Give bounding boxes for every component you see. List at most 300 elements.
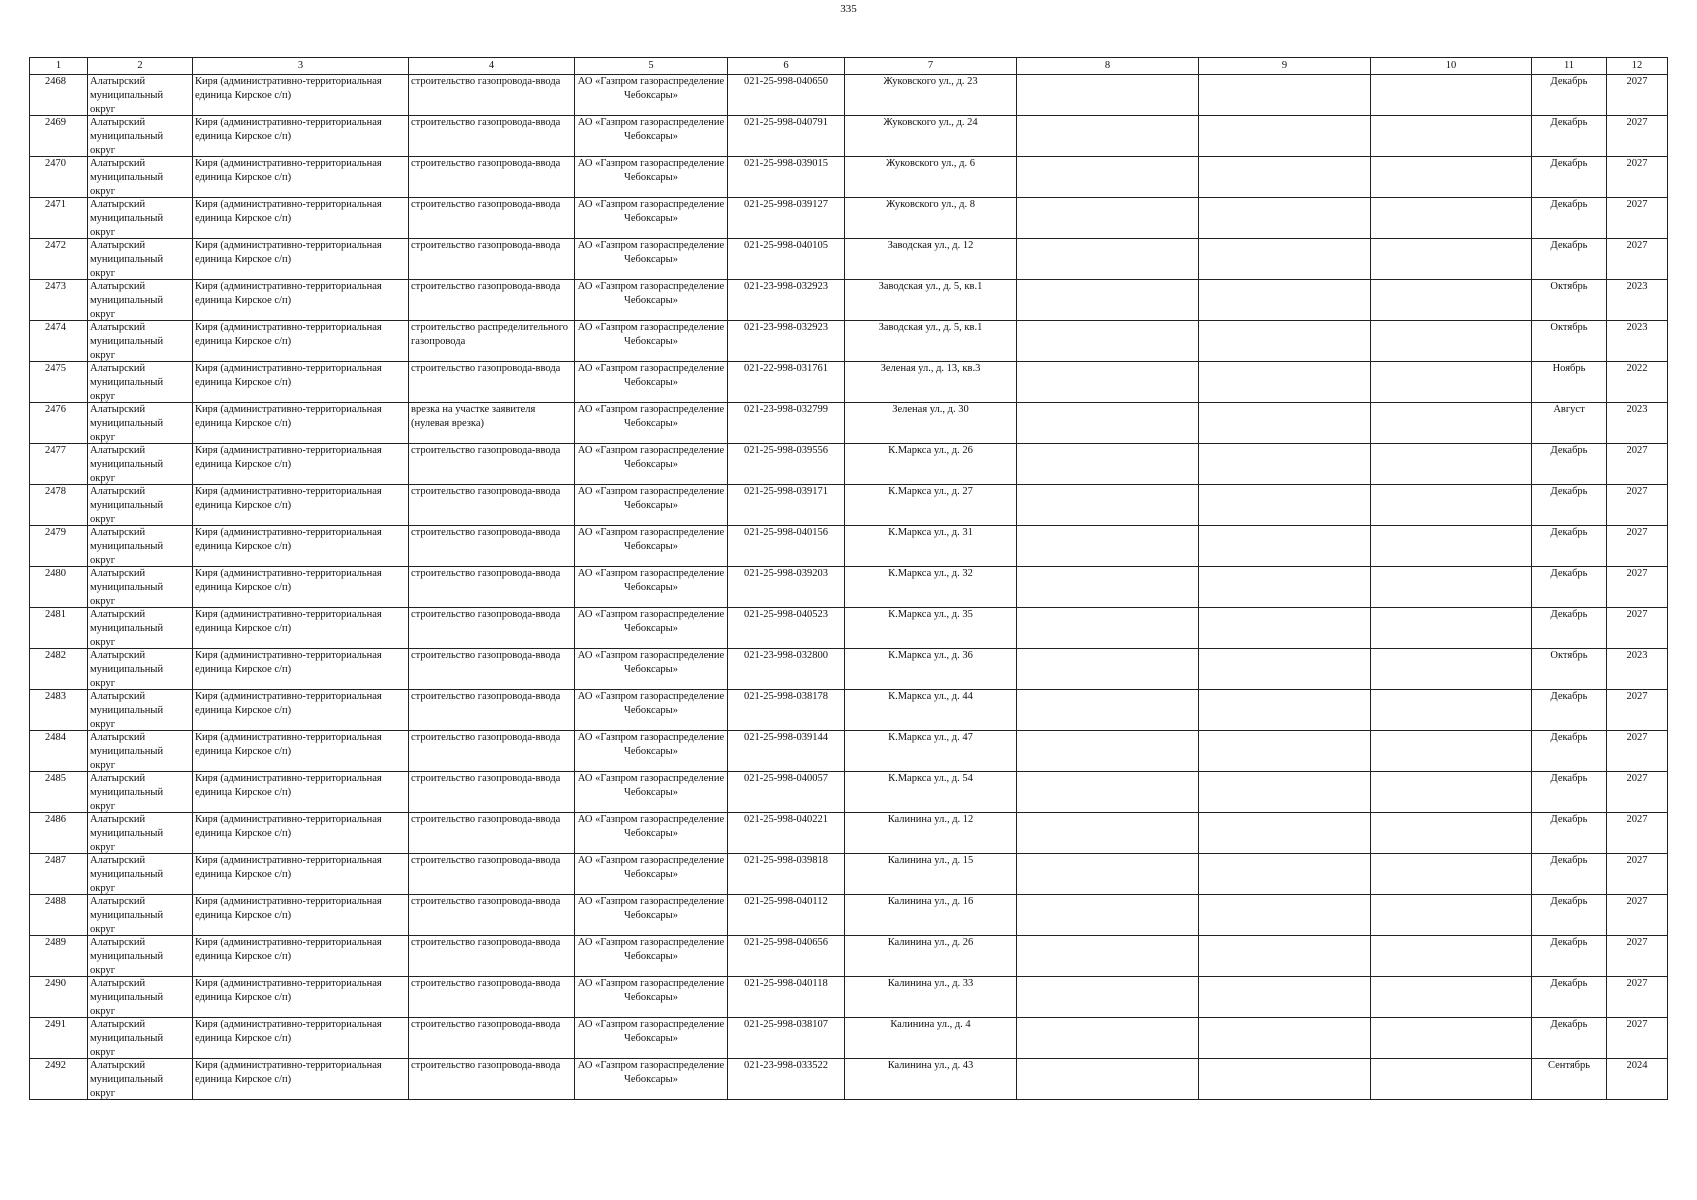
- work-type-cell: [409, 403, 575, 444]
- table-row: [30, 1018, 1668, 1059]
- empty-cell-9: [1199, 75, 1371, 116]
- address-cell: [845, 813, 1017, 854]
- empty-cell-10-text: [1373, 854, 1529, 894]
- year-cell: [1607, 813, 1668, 854]
- month-cell: [1532, 157, 1607, 198]
- empty-cell-10-text: [1373, 116, 1529, 156]
- month-cell: [1532, 1018, 1607, 1059]
- year-cell: [1607, 444, 1668, 485]
- settlement-cell-text: Киря (административно-территориальная единица Кирское с/п): [195, 117, 382, 142]
- application-code-cell-text: 021-25-998-040118: [744, 978, 828, 989]
- year-cell-text: 2027: [1626, 199, 1648, 210]
- empty-cell-8: [1017, 690, 1199, 731]
- empty-cell-9: [1199, 690, 1371, 731]
- year-cell: [1607, 362, 1668, 403]
- row-number-cell: [30, 1059, 88, 1100]
- settlement-cell-text: Киря (административно-территориальная единица Кирское с/п): [195, 896, 382, 921]
- work-type-cell-text: строительство распределительного газопровода: [411, 322, 569, 347]
- row-number-cell-text: 2491: [45, 1019, 66, 1030]
- row-number-cell-text: 2469: [45, 117, 66, 128]
- address-cell-text: К.Маркса ул., д. 44: [888, 691, 973, 702]
- work-type-cell: [409, 936, 575, 977]
- row-number-cell: [30, 977, 88, 1018]
- year-cell-text: 2024: [1626, 1060, 1648, 1071]
- district-cell: [88, 731, 193, 772]
- year-cell-text: 2027: [1626, 158, 1648, 169]
- application-code-cell: [728, 772, 845, 813]
- address-cell-text: Жуковского ул., д. 6: [885, 158, 975, 169]
- organization-cell: [575, 75, 728, 116]
- empty-cell-9: [1199, 608, 1371, 649]
- work-type-cell-text: строительство газопровода-ввода: [411, 773, 561, 784]
- district-cell-text: Алатырский муниципальный округ: [90, 568, 164, 607]
- empty-cell-10-text: [1373, 485, 1529, 525]
- year-cell-text: 2027: [1626, 814, 1648, 825]
- empty-cell-8-text: [1019, 362, 1196, 402]
- district-cell-text: Алатырский муниципальный округ: [90, 527, 164, 566]
- row-number-cell: [30, 526, 88, 567]
- month-cell: [1532, 895, 1607, 936]
- header-row: [30, 58, 1668, 75]
- column-header: 10: [1371, 58, 1532, 75]
- empty-cell-10: [1371, 813, 1532, 854]
- settlement-cell: [193, 731, 409, 772]
- work-type-cell: [409, 321, 575, 362]
- empty-cell-10-text: [1373, 772, 1529, 812]
- register-table: [29, 57, 1668, 1100]
- district-cell: [88, 608, 193, 649]
- row-number-cell: [30, 116, 88, 157]
- month-cell: [1532, 1059, 1607, 1100]
- address-cell: [845, 75, 1017, 116]
- empty-cell-10: [1371, 608, 1532, 649]
- empty-cell-10: [1371, 895, 1532, 936]
- organization-cell: [575, 321, 728, 362]
- month-cell-text: Октябрь: [1550, 322, 1588, 333]
- year-cell: [1607, 936, 1668, 977]
- empty-cell-8-text: [1019, 280, 1196, 320]
- year-cell: [1607, 731, 1668, 772]
- application-code-cell: [728, 321, 845, 362]
- organization-cell: [575, 485, 728, 526]
- row-number-cell-text: 2470: [45, 158, 66, 169]
- address-cell: [845, 485, 1017, 526]
- district-cell-text: Алатырский муниципальный округ: [90, 978, 164, 1017]
- settlement-cell-text: Киря (административно-территориальная единица Кирское с/п): [195, 76, 382, 101]
- application-code-cell-text: 021-25-998-040523: [744, 609, 828, 620]
- work-type-cell-text: строительство газопровода-ввода: [411, 609, 561, 620]
- work-type-cell-text: строительство газопровода-ввода: [411, 937, 561, 948]
- column-header: 6: [728, 58, 845, 75]
- organization-cell-text: АО «Газпром газораспределение Чебоксары»: [577, 773, 725, 798]
- application-code-cell: [728, 526, 845, 567]
- district-cell: [88, 649, 193, 690]
- empty-cell-8: [1017, 1059, 1199, 1100]
- organization-cell: [575, 444, 728, 485]
- work-type-cell-text: строительство газопровода-ввода: [411, 978, 561, 989]
- district-cell: [88, 526, 193, 567]
- year-cell-text: 2027: [1626, 445, 1648, 456]
- organization-cell-text: АО «Газпром газораспределение Чебоксары»: [577, 650, 725, 675]
- empty-cell-8-text: [1019, 567, 1196, 607]
- empty-cell-10-text: [1373, 649, 1529, 689]
- year-cell-text: 2027: [1626, 76, 1648, 87]
- empty-cell-9-text: [1201, 649, 1368, 689]
- application-code-cell: [728, 936, 845, 977]
- month-cell-text: Декабрь: [1550, 240, 1588, 251]
- empty-cell-10-text: [1373, 526, 1529, 566]
- district-cell: [88, 116, 193, 157]
- address-cell: [845, 239, 1017, 280]
- month-cell: [1532, 239, 1607, 280]
- year-cell-text: 2027: [1626, 240, 1648, 251]
- district-cell-text: Алатырский муниципальный округ: [90, 732, 164, 771]
- organization-cell-text: АО «Газпром газораспределение Чебоксары»: [577, 486, 725, 511]
- settlement-cell: [193, 75, 409, 116]
- settlement-cell-text: Киря (административно-территориальная единица Кирское с/п): [195, 1019, 382, 1044]
- month-cell: [1532, 608, 1607, 649]
- year-cell-text: 2027: [1626, 937, 1648, 948]
- application-code-cell-text: 021-25-998-039203: [744, 568, 828, 579]
- settlement-cell: [193, 1018, 409, 1059]
- application-code-cell: [728, 157, 845, 198]
- organization-cell: [575, 731, 728, 772]
- empty-cell-9-text: [1201, 116, 1368, 156]
- work-type-cell: [409, 977, 575, 1018]
- address-cell: [845, 403, 1017, 444]
- application-code-cell-text: 021-23-998-032923: [744, 322, 828, 333]
- settlement-cell-text: Киря (административно-территориальная единица Кирское с/п): [195, 650, 382, 675]
- empty-cell-10-text: [1373, 75, 1529, 115]
- work-type-cell: [409, 813, 575, 854]
- address-cell: [845, 854, 1017, 895]
- empty-cell-8-text: [1019, 854, 1196, 894]
- organization-cell-text: АО «Газпром газораспределение Чебоксары»: [577, 1019, 725, 1044]
- application-code-cell-text: 021-23-998-032923: [744, 281, 828, 292]
- empty-cell-8: [1017, 1018, 1199, 1059]
- empty-cell-10: [1371, 116, 1532, 157]
- application-code-cell: [728, 485, 845, 526]
- table-row: [30, 813, 1668, 854]
- year-cell-text: 2027: [1626, 1019, 1648, 1030]
- empty-cell-9: [1199, 444, 1371, 485]
- row-number-cell: [30, 239, 88, 280]
- row-number-cell: [30, 280, 88, 321]
- work-type-cell: [409, 772, 575, 813]
- empty-cell-9: [1199, 321, 1371, 362]
- empty-cell-10: [1371, 280, 1532, 321]
- empty-cell-10-text: [1373, 1059, 1529, 1099]
- empty-cell-10: [1371, 362, 1532, 403]
- year-cell: [1607, 1059, 1668, 1100]
- application-code-cell-text: 021-25-998-040105: [744, 240, 828, 251]
- empty-cell-8: [1017, 854, 1199, 895]
- column-header: 12: [1607, 58, 1668, 75]
- year-cell: [1607, 608, 1668, 649]
- application-code-cell: [728, 813, 845, 854]
- month-cell-text: Декабрь: [1550, 445, 1588, 456]
- year-cell-text: 2027: [1626, 527, 1648, 538]
- district-cell-text: Алатырский муниципальный округ: [90, 896, 164, 935]
- address-cell: [845, 772, 1017, 813]
- empty-cell-8-text: [1019, 75, 1196, 115]
- empty-cell-10: [1371, 526, 1532, 567]
- year-cell-text: 2027: [1626, 855, 1648, 866]
- table-row: [30, 157, 1668, 198]
- year-cell-text: 2027: [1626, 609, 1648, 620]
- work-type-cell-text: строительство газопровода-ввода: [411, 158, 561, 169]
- district-cell: [88, 690, 193, 731]
- table-row: [30, 567, 1668, 608]
- settlement-cell-text: Киря (административно-территориальная единица Кирское с/п): [195, 691, 382, 716]
- settlement-cell: [193, 526, 409, 567]
- work-type-cell: [409, 116, 575, 157]
- empty-cell-8: [1017, 239, 1199, 280]
- empty-cell-8-text: [1019, 157, 1196, 197]
- organization-cell: [575, 157, 728, 198]
- application-code-cell-text: 021-25-998-040791: [744, 117, 828, 128]
- column-header: 8: [1017, 58, 1199, 75]
- organization-cell-text: АО «Газпром газораспределение Чебоксары»: [577, 158, 725, 183]
- application-code-cell-text: 021-25-998-038178: [744, 691, 828, 702]
- work-type-cell-text: строительство газопровода-ввода: [411, 445, 561, 456]
- organization-cell: [575, 1018, 728, 1059]
- application-code-cell: [728, 567, 845, 608]
- month-cell-text: Август: [1553, 404, 1585, 415]
- application-code-cell-text: 021-25-998-039556: [744, 445, 828, 456]
- year-cell-text: 2027: [1626, 568, 1648, 579]
- month-cell: [1532, 977, 1607, 1018]
- settlement-cell-text: Киря (административно-территориальная единица Кирское с/п): [195, 1060, 382, 1085]
- settlement-cell: [193, 239, 409, 280]
- district-cell-text: Алатырский муниципальный округ: [90, 199, 164, 238]
- empty-cell-10-text: [1373, 895, 1529, 935]
- year-cell-text: 2027: [1626, 117, 1648, 128]
- work-type-cell-text: строительство газопровода-ввода: [411, 691, 561, 702]
- table-row: [30, 731, 1668, 772]
- empty-cell-10-text: [1373, 280, 1529, 320]
- empty-cell-8: [1017, 116, 1199, 157]
- table-row: [30, 321, 1668, 362]
- organization-cell: [575, 362, 728, 403]
- district-cell-text: Алатырский муниципальный округ: [90, 814, 164, 853]
- empty-cell-8: [1017, 75, 1199, 116]
- empty-cell-9-text: [1201, 157, 1368, 197]
- address-cell: [845, 895, 1017, 936]
- empty-cell-8-text: [1019, 772, 1196, 812]
- empty-cell-9: [1199, 649, 1371, 690]
- empty-cell-10: [1371, 157, 1532, 198]
- month-cell-text: Декабрь: [1550, 814, 1588, 825]
- year-cell-text: 2027: [1626, 691, 1648, 702]
- year-cell: [1607, 649, 1668, 690]
- address-cell-text: Жуковского ул., д. 23: [883, 76, 978, 87]
- row-number-cell-text: 2488: [45, 896, 66, 907]
- application-code-cell: [728, 75, 845, 116]
- settlement-cell-text: Киря (административно-территориальная единица Кирское с/п): [195, 978, 382, 1003]
- work-type-cell-text: строительство газопровода-ввода: [411, 76, 561, 87]
- row-number-cell-text: 2477: [45, 445, 66, 456]
- district-cell: [88, 403, 193, 444]
- year-cell: [1607, 116, 1668, 157]
- work-type-cell: [409, 362, 575, 403]
- district-cell-text: Алатырский муниципальный округ: [90, 158, 164, 197]
- row-number-cell-text: 2485: [45, 773, 66, 784]
- month-cell: [1532, 444, 1607, 485]
- empty-cell-8: [1017, 280, 1199, 321]
- application-code-cell: [728, 854, 845, 895]
- year-cell: [1607, 485, 1668, 526]
- year-cell: [1607, 157, 1668, 198]
- work-type-cell-text: строительство газопровода-ввода: [411, 650, 561, 661]
- address-cell-text: Заводская ул., д. 5, кв.1: [878, 281, 983, 292]
- district-cell-text: Алатырский муниципальный округ: [90, 650, 164, 689]
- address-cell-text: Калинина ул., д. 4: [890, 1019, 971, 1030]
- row-number-cell-text: 2483: [45, 691, 66, 702]
- empty-cell-9: [1199, 198, 1371, 239]
- month-cell: [1532, 731, 1607, 772]
- application-code-cell-text: 021-25-998-039015: [744, 158, 828, 169]
- empty-cell-10: [1371, 567, 1532, 608]
- table-row: [30, 977, 1668, 1018]
- district-cell: [88, 157, 193, 198]
- empty-cell-10: [1371, 1059, 1532, 1100]
- table-row: [30, 403, 1668, 444]
- settlement-cell-text: Киря (административно-территориальная единица Кирское с/п): [195, 322, 382, 347]
- empty-cell-9-text: [1201, 198, 1368, 238]
- empty-cell-9: [1199, 1059, 1371, 1100]
- empty-cell-8: [1017, 444, 1199, 485]
- work-type-cell: [409, 280, 575, 321]
- month-cell: [1532, 567, 1607, 608]
- empty-cell-8: [1017, 485, 1199, 526]
- organization-cell: [575, 1059, 728, 1100]
- organization-cell-text: АО «Газпром газораспределение Чебоксары»: [577, 978, 725, 1003]
- application-code-cell-text: 021-25-998-039127: [744, 199, 828, 210]
- application-code-cell-text: 021-25-998-038107: [744, 1019, 828, 1030]
- empty-cell-9: [1199, 772, 1371, 813]
- settlement-cell: [193, 608, 409, 649]
- settlement-cell-text: Киря (административно-территориальная единица Кирское с/п): [195, 732, 382, 757]
- application-code-cell: [728, 239, 845, 280]
- empty-cell-10-text: [1373, 567, 1529, 607]
- district-cell: [88, 1018, 193, 1059]
- address-cell: [845, 649, 1017, 690]
- empty-cell-8-text: [1019, 608, 1196, 648]
- work-type-cell: [409, 75, 575, 116]
- row-number-cell-text: 2474: [45, 322, 66, 333]
- empty-cell-8-text: [1019, 321, 1196, 361]
- address-cell-text: Зеленая ул., д. 30: [892, 404, 969, 415]
- empty-cell-10-text: [1373, 813, 1529, 853]
- organization-cell: [575, 936, 728, 977]
- column-header: 5: [575, 58, 728, 75]
- work-type-cell: [409, 567, 575, 608]
- work-type-cell-text: строительство газопровода-ввода: [411, 486, 561, 497]
- address-cell: [845, 198, 1017, 239]
- row-number-cell: [30, 321, 88, 362]
- district-cell: [88, 321, 193, 362]
- year-cell-text: 2023: [1626, 650, 1648, 661]
- organization-cell: [575, 608, 728, 649]
- empty-cell-10: [1371, 1018, 1532, 1059]
- organization-cell: [575, 198, 728, 239]
- district-cell-text: Алатырский муниципальный округ: [90, 486, 164, 525]
- month-cell: [1532, 362, 1607, 403]
- settlement-cell-text: Киря (административно-территориальная единица Кирское с/п): [195, 240, 382, 265]
- year-cell: [1607, 321, 1668, 362]
- work-type-cell: [409, 690, 575, 731]
- empty-cell-9: [1199, 362, 1371, 403]
- empty-cell-9-text: [1201, 485, 1368, 525]
- district-cell: [88, 444, 193, 485]
- empty-cell-10: [1371, 321, 1532, 362]
- work-type-cell-text: строительство газопровода-ввода: [411, 240, 561, 251]
- table-row: [30, 936, 1668, 977]
- row-number-cell-text: 2475: [45, 363, 66, 374]
- empty-cell-9: [1199, 936, 1371, 977]
- row-number-cell-text: 2481: [45, 609, 66, 620]
- application-code-cell-text: 021-25-998-040650: [744, 76, 828, 87]
- empty-cell-9-text: [1201, 444, 1368, 484]
- district-cell: [88, 854, 193, 895]
- address-cell-text: Жуковского ул., д. 8: [885, 199, 975, 210]
- application-code-cell: [728, 198, 845, 239]
- settlement-cell: [193, 157, 409, 198]
- district-cell: [88, 1059, 193, 1100]
- district-cell-text: Алатырский муниципальный округ: [90, 691, 164, 730]
- empty-cell-8: [1017, 321, 1199, 362]
- empty-cell-8: [1017, 526, 1199, 567]
- settlement-cell: [193, 567, 409, 608]
- table-row: [30, 649, 1668, 690]
- month-cell: [1532, 321, 1607, 362]
- empty-cell-8: [1017, 731, 1199, 772]
- empty-cell-9-text: [1201, 75, 1368, 115]
- settlement-cell-text: Киря (административно-территориальная единица Кирское с/п): [195, 814, 382, 839]
- year-cell: [1607, 567, 1668, 608]
- row-number-cell: [30, 485, 88, 526]
- empty-cell-9-text: [1201, 1059, 1368, 1099]
- empty-cell-9-text: [1201, 690, 1368, 730]
- empty-cell-9: [1199, 485, 1371, 526]
- year-cell: [1607, 977, 1668, 1018]
- work-type-cell: [409, 444, 575, 485]
- address-cell: [845, 690, 1017, 731]
- empty-cell-8: [1017, 198, 1199, 239]
- address-cell: [845, 280, 1017, 321]
- empty-cell-9-text: [1201, 977, 1368, 1017]
- settlement-cell-text: Киря (административно-территориальная единица Кирское с/п): [195, 404, 382, 429]
- table-row: [30, 608, 1668, 649]
- work-type-cell-text: врезка на участке заявителя (нулевая врезка): [411, 404, 536, 429]
- organization-cell: [575, 526, 728, 567]
- empty-cell-10-text: [1373, 1018, 1529, 1058]
- empty-cell-10: [1371, 485, 1532, 526]
- row-number-cell-text: 2490: [45, 978, 66, 989]
- district-cell: [88, 485, 193, 526]
- address-cell-text: К.Маркса ул., д. 35: [888, 609, 973, 620]
- application-code-cell: [728, 280, 845, 321]
- organization-cell-text: АО «Газпром газораспределение Чебоксары»: [577, 404, 725, 429]
- month-cell-text: Декабрь: [1550, 691, 1588, 702]
- settlement-cell: [193, 116, 409, 157]
- settlement-cell: [193, 1059, 409, 1100]
- month-cell: [1532, 198, 1607, 239]
- settlement-cell-text: Киря (административно-территориальная единица Кирское с/п): [195, 773, 382, 798]
- row-number-cell-text: 2492: [45, 1060, 66, 1071]
- empty-cell-8: [1017, 649, 1199, 690]
